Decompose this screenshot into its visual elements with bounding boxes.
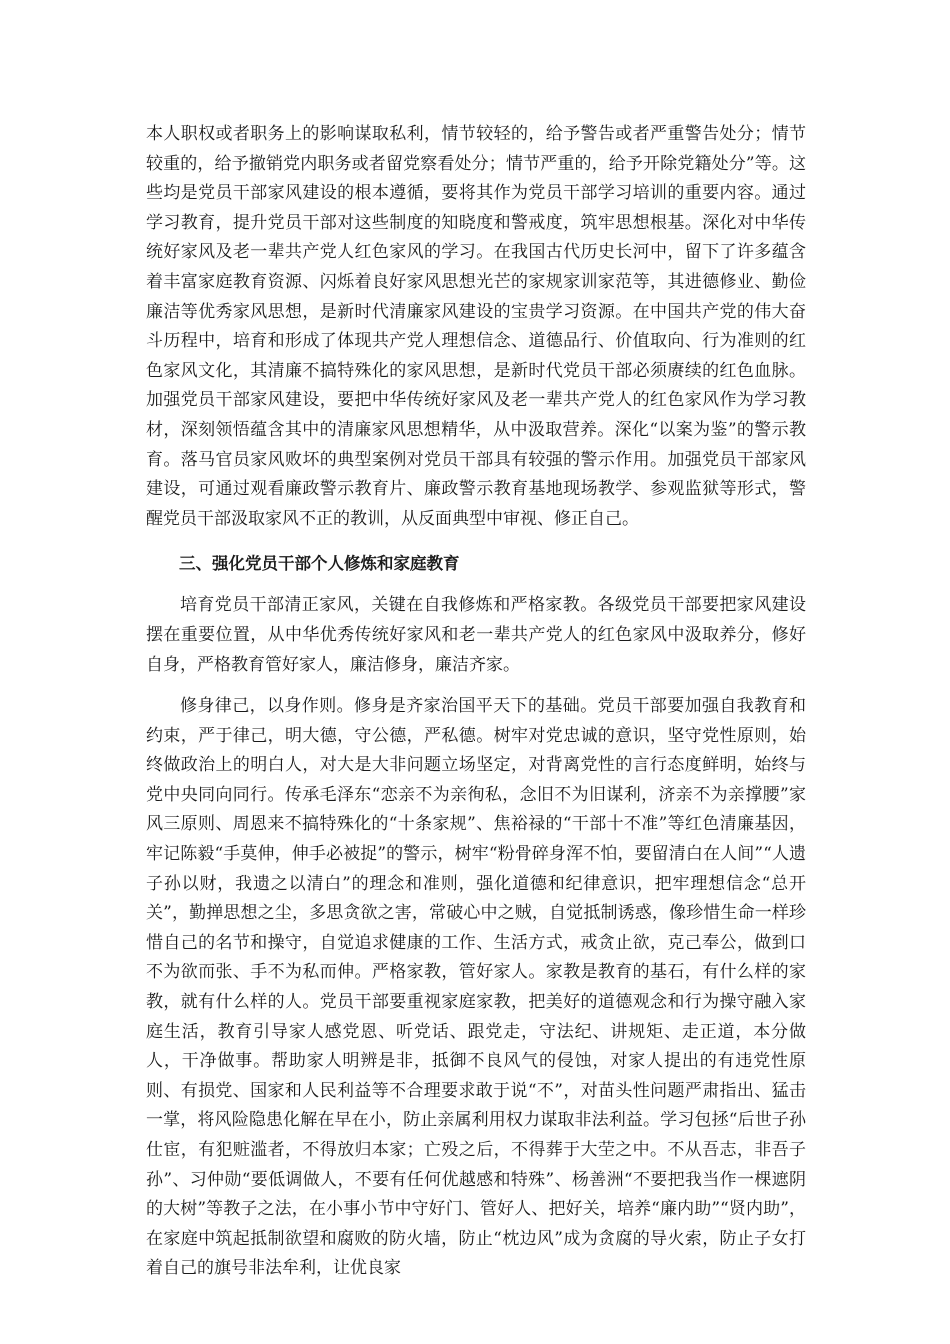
paragraph-main: 修身律己，以身作则。修身是齐家治国平天下的基础。党员干部要加强自我教育和约束，严于律己，明大德，守公德，严私德。树牢对党忠诚的意识，坚守党性原则，始终做政治上的明白人，对大是大非问题立场坚定，对背离党性的言行态度鲜明，始终与党中央同向同行。传承毛泽东“恋亲不为亲徇私，念旧不为旧谋利，济亲不为亲撑腰”家风三原则、周恩来不搞特殊化的“十条家规”、焦裕禄的“干部十不准”等红色清廉基因，牢记陈毅“手莫伸，伸手必被捉”的警示，树牢“粉骨碎身浑不怕，要留清白在人间”“人遗子孙以财，我遗之以清白”的理念和准则，强化道德和纪律意识，把牢理想信念“总开关”，勤掸思想之尘，多思贪欲之害，常破心中之贼，自觉抵制诱惑，像珍惜生命一样珍惜自己的名节和操守，自觉追求健康的工作、生活方式，戒贪止欲，克己奉公，做到口不为欲而张、手不为私而伸。严格家教，管好家人。家教是教育的基石，有什么样的家教，就有什么样的人。党员干部要重视家庭家教，把美好的道德观念和行为操守融入家庭生活，教育引导家人感党恩、听党话、跟党走，守法纪、讲规矩、走正道，本分做人，干净做事。帮助家人明辨是非，抵御不良风气的侵蚀，对家人提出的有违党性原则、有损党、国家和人民利益等不合理要求敢于说“不”，对苗头性问题严肃指出、猛击一掌，将风险隐患化解在早在小，防止亲属利用权力谋取非法利益。学习包拯“后世子孙仕宦，有犯赃滥者，不得放归本家；亡殁之后，不得葬于大茔之中。不从吾志，非吾子孙”、习仲勋“要低调做人，不要有任何优越感和特殊”、杨善洲“不要把我当作一棵遮阴的大树”等教子之法，在小事小节中守好门、管好人、把好关，培养“廉内助”“贤内助”，在家庭中筑起抵制欲望和腐败的防火墙，防止“枕边风”成为贪腐的导火索，防止子女打着自己的旗号非法牟利，让优良家 [146, 696, 806, 1279]
document-page [146, 120, 806, 1284]
paragraph-continued: 本人职权或者职务上的影响谋取私利，情节较轻的，给予警告或者严重警告处分；情节较重的，给予撤销党内职务或者留党察看处分；情节严重的，给予开除党籍处分”等。这些均是党员干部家风建设的根本遵循，要将其作为党员干部学习培训的重要内容。通过学习教育，提升党员干部对这些制度的知晓度和警戒度，筑牢思想根基。深化对中华传统好家风及老一辈共产党人红色家风的学习。在我国古代历史长河中，留下了许多蕴含着丰富家庭教育资源、闪烁着良好家风思想光芒的家规家训家范等，其进德修业、勤俭廉洁等优秀家风思想，是新时代清廉家风建设的宝贵学习资源。在中国共产党的伟大奋斗历程中，培育和形成了体现共产党人理想信念、道德品行、价值取向、行为准则的红色家风文化，其清廉不搞特殊化的家风思想，是新时代党员干部必须赓续的红色血脉。加强党员干部家风建设，要把中华传统好家风及老一辈共产党人的红色家风作为学习教材，深刻领悟蕴含其中的清廉家风思想精华，从中汲取营养。深化“以案为鉴”的警示教育。落马官员家风败坏的典型案例对党员干部具有较强的警示作用。加强党员干部家风建设，可通过观看廉政警示教育片、廉政警示教育基地现场教学、参观监狱等形式，警醒党员干部汲取家风不正的教训，从反面典型中审视、修正自己。 [146, 124, 806, 529]
paragraph-intro: 培育党员干部清正家风，关键在自我修炼和严格家教。各级党员干部要把家风建设摆在重要位置，从中华优秀传统好家风和老一辈共产党人的红色家风中汲取养分，修好自身，严格教育管好家人，廉洁修身，廉洁齐家。 [146, 595, 806, 675]
section-heading: 三、强化党员干部个人修炼和家庭教育 [179, 554, 460, 574]
